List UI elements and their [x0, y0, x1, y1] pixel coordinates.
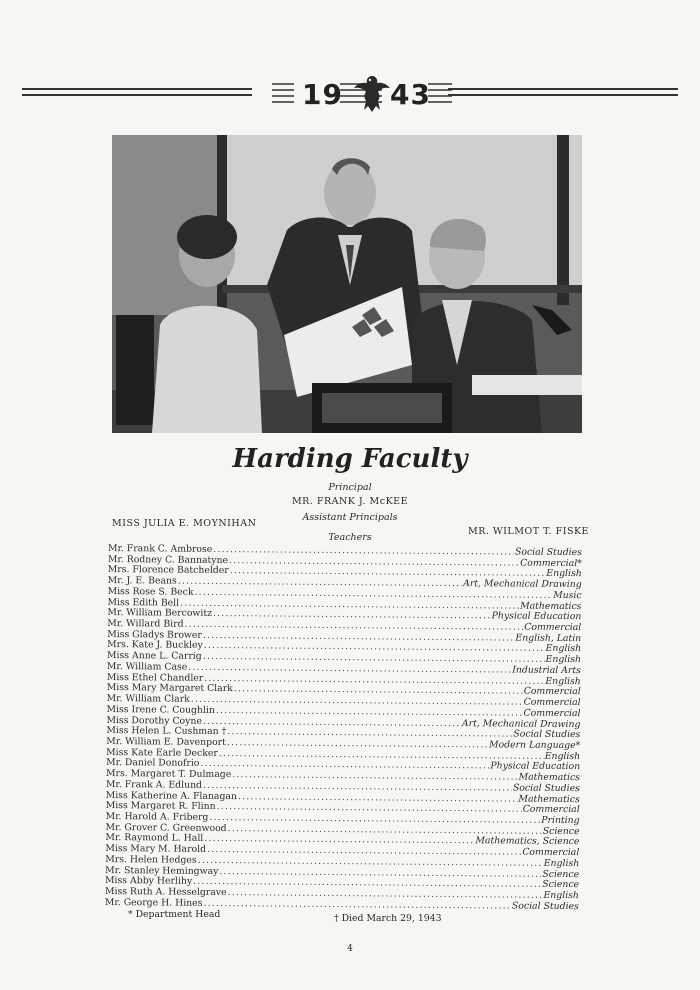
teacher-department: English [545, 654, 582, 666]
teacher-name: Mr. J. E. Beans [107, 575, 177, 587]
teacher-name: Miss Dorothy Coyne [106, 714, 202, 727]
teacher-name: Miss Mary Margaret Clark [106, 682, 233, 695]
page-title: Harding Faculty [232, 444, 468, 474]
teacher-department: Social Studies [511, 900, 579, 912]
teacher-name: Mr. Frank A. Edlund [105, 778, 203, 791]
teacher-department: Commercial [523, 707, 581, 719]
teachers-label: Teachers [328, 532, 372, 543]
teacher-name: Mr. Daniel Donofrio [106, 757, 200, 770]
teacher-department: English [545, 643, 582, 655]
principal-label: Principal [328, 482, 372, 493]
teacher-name: Mr. William Clark [106, 693, 190, 705]
teacher-name: Miss Margaret R. Flinn [105, 800, 216, 813]
teacher-department: Social Studies [514, 546, 582, 559]
teacher-department: Commercial* [520, 557, 582, 569]
teacher-department: English, Latin [515, 632, 582, 644]
teacher-name: Miss Katherine A. Flanagan [105, 789, 238, 802]
teacher-name: Miss Edith Bell [107, 596, 180, 609]
teacher-name: Miss Abby Herlihy [105, 875, 193, 888]
teacher-department: Art, Mechanical Drawing [461, 717, 581, 730]
teacher-name: Mr. William E. Davenport [106, 735, 226, 748]
teacher-name: Miss Ethel Chandler [106, 671, 204, 684]
teacher-department: Commercial [522, 846, 580, 859]
teacher-list [105, 544, 582, 913]
teacher-department: Science [542, 868, 580, 880]
teacher-department: Science [542, 825, 580, 837]
teacher-name: Miss Rose S. Beck [107, 585, 194, 598]
teacher-department: Mathematics [518, 793, 580, 805]
teacher-name: Miss Kate Earle Decker [106, 746, 218, 759]
eagle-emblem-icon [352, 72, 392, 114]
teacher-department: Commercial [523, 685, 581, 698]
teacher-department: English [543, 857, 580, 869]
leader-dots [203, 899, 511, 912]
teacher-name: Mr. Rodney C. Bannatyne [107, 553, 229, 566]
teacher-department: Commercial [524, 621, 582, 634]
year-right: 43 [390, 78, 431, 111]
teacher-department: Mathematics [520, 600, 582, 612]
footnote-department-head: * Department Head [128, 909, 221, 920]
teacher-name: Mr. Raymond L. Hall [105, 832, 204, 845]
teacher-name: Mr. George H. Hines [104, 896, 203, 909]
teacher-name: Mrs. Margaret T. Dulmage [105, 768, 232, 781]
teacher-department: Music [553, 589, 582, 602]
faculty-photo [112, 135, 582, 433]
teacher-department: Art, Mechanical Drawing [463, 578, 582, 591]
header-rule [448, 94, 678, 96]
teacher-department: Science [542, 879, 580, 891]
teacher-name: Mrs. Helen Hedges [105, 853, 197, 866]
teacher-department: English [544, 750, 581, 762]
teacher-name: Mr. Harold A. Friberg [105, 810, 209, 823]
teacher-name: Mr. William Case [106, 660, 188, 673]
teacher-department: Mathematics [518, 771, 581, 784]
teacher-name: Mr. William Bercowitz [107, 607, 213, 620]
teacher-department: Physical Education [490, 760, 581, 773]
teacher-name: Mr. Willard Bird [107, 618, 184, 630]
year-banner [272, 78, 452, 111]
teacher-department: Commercial [523, 696, 581, 709]
header-rule [22, 88, 252, 90]
teacher-name: Mrs. Florence Batchelder [107, 564, 229, 577]
teacher-name: Mr. Frank C. Ambrose [107, 543, 213, 555]
teacher-department: Commercial [522, 803, 580, 816]
teacher-department: Social Studies [512, 782, 580, 794]
teacher-name: Miss Ruth A. Hesselgrave [104, 885, 227, 899]
teacher-name: Miss Mary M. Harold [105, 843, 207, 855]
assistant-principals-label: Assistant Principals [302, 512, 398, 523]
teacher-department: English [545, 675, 581, 687]
teacher-name: Mr. Grover C. Greenwood [105, 821, 227, 834]
yearbook-header [22, 72, 678, 116]
teacher-department: Mathematics, Science [475, 835, 580, 848]
teacher-name: Mr. Stanley Hemingway [105, 864, 219, 877]
teacher-name: Miss Gladys Brower [107, 628, 202, 641]
teacher-department: Industrial Arts [512, 664, 581, 677]
teacher-department: Physical Education [491, 610, 582, 623]
footnote-died: † Died March 29, 1943 [334, 913, 442, 924]
header-rule [448, 88, 678, 90]
teacher-department: Social Studies [513, 728, 581, 741]
teacher-department: English [543, 889, 579, 902]
principal-name: MR. FRANK J. McKEE [291, 496, 409, 507]
year-left: 19 [302, 78, 343, 111]
teacher-name: Miss Anne L. Carrig [106, 650, 202, 663]
teacher-department: Printing [541, 814, 580, 827]
assistant-principal-right: MR. WILMOT T. FISKE [468, 526, 589, 537]
faculty-photo-illustration [112, 135, 582, 433]
header-rule [22, 94, 252, 96]
teacher-name: Mrs. Kate J. Buckley [107, 639, 203, 652]
teacher-name: Miss Irene C. Coughlin [106, 703, 215, 716]
assistant-principal-left: MISS JULIA E. MOYNIHAN [112, 518, 257, 529]
teacher-name: Miss Helen L. Cushman † [106, 725, 227, 738]
page-number: 4 [347, 944, 353, 954]
teacher-department: English [546, 568, 582, 580]
teacher-department: Modern Language* [488, 739, 581, 752]
